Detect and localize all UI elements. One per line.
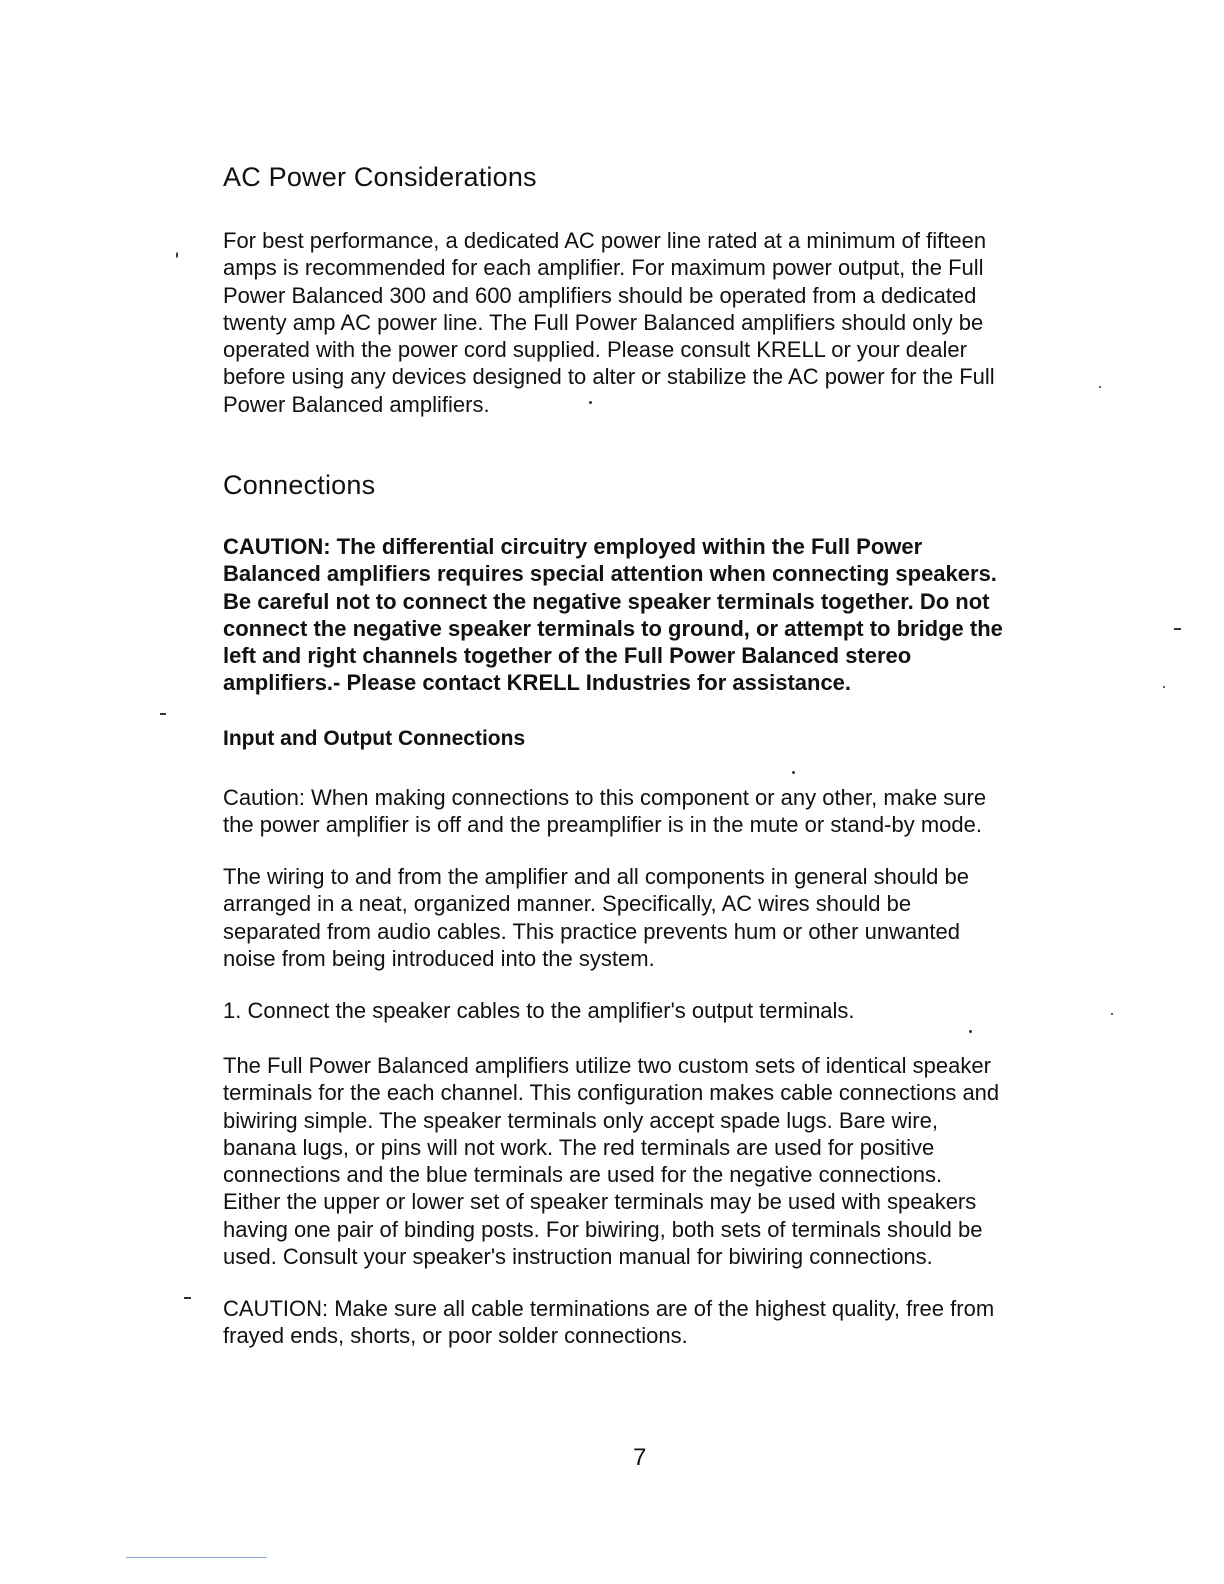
caution-mute-paragraph (223, 784, 1073, 839)
scan-speck (1111, 1013, 1113, 1015)
text-line: operated with the power cord supplied. Please consult KRELL or your dealer (223, 337, 967, 363)
text-line: CAUTION: Make sure all cable terminations are of the highest quality, free from (223, 1296, 995, 1321)
text-line: separated from audio cables. This practice prevents hum or other unwanted (223, 918, 960, 944)
scan-speck (589, 401, 592, 404)
text-line: For best performance, a dedicated AC power line rated at a minimum of fifteen (223, 228, 987, 253)
text-line: The Full Power Balanced amplifiers utilize two custom sets of identical speaker (223, 1053, 991, 1078)
step-1 (223, 997, 1073, 1024)
text-line: the power amplifier is off and the preamplifier is in the mute or stand-by mode. (223, 812, 982, 838)
ac-power-paragraph (223, 227, 1073, 418)
text-line: CAUTION: The differential circuitry employed within the Full Power (223, 534, 923, 559)
text-line: 1. Connect the speaker cables to the amplifier's output terminals. (223, 998, 855, 1023)
terminals-paragraph (223, 1052, 1073, 1270)
text-line: banana lugs, or pins will not work. The red terminals are used for positive (223, 1134, 935, 1160)
footer-rule (126, 1557, 267, 1558)
text-line: used. Consult your speaker's instruction manual for biwiring connections. (223, 1244, 933, 1270)
scan-speck (1099, 386, 1101, 388)
wiring-paragraph (223, 863, 1073, 972)
page-number: 7 (633, 1444, 647, 1471)
section-title-connections: Connections (223, 470, 376, 500)
text-line: Either the upper or lower set of speaker terminals may be used with speakers (223, 1189, 977, 1215)
scan-speck (176, 252, 178, 258)
text-line: Be careful not to connect the negative speaker terminals together. Do not (223, 588, 990, 614)
text-line: connections and the blue terminals are used for the negative connections. (223, 1162, 943, 1188)
text-line: frayed ends, shorts, or poor solder connections. (223, 1323, 688, 1349)
scan-speck (184, 1297, 191, 1299)
text-line: having one pair of binding posts. For biwiring, both sets of terminals should be (223, 1216, 983, 1242)
scan-speck (969, 1030, 972, 1033)
text-line: noise from being introduced into the system. (223, 945, 655, 971)
caution-terminations-paragraph (223, 1295, 1073, 1350)
text-line: connect the negative speaker terminals to ground, or attempt to bridge the (223, 615, 1003, 641)
text-line: Caution: When making connections to this component or any other, make sure (223, 785, 987, 810)
text-line: amps is recommended for each amplifier. For maximum power output, the Full (223, 255, 984, 281)
text-line: biwiring simple. The speaker terminals only accept spade lugs. Bare wire, (223, 1107, 938, 1133)
text-line: left and right channels together of the Full Power Balanced stereo (223, 643, 912, 669)
text-line: twenty amp AC power line. The Full Power Balanced amplifiers should only be (223, 309, 984, 335)
text-line: Power Balanced 300 and 600 amplifiers should be operated from a dedicated (223, 282, 977, 308)
text-line: Balanced amplifiers requires special attention when connecting speakers. (223, 561, 997, 587)
text-line: The wiring to and from the amplifier and all components in general should be (223, 864, 969, 889)
scan-speck (160, 713, 166, 715)
scan-speck (1174, 628, 1181, 630)
scan-speck (792, 771, 795, 774)
text-line: terminals for the each channel. This configuration makes cable connections and (223, 1080, 1000, 1106)
text-line: amplifiers.- Please contact KRELL Industries for assistance. (223, 670, 852, 696)
scan-speck (1163, 686, 1165, 688)
text-line: arranged in a neat, organized manner. Specifically, AC wires should be (223, 891, 912, 917)
section-title-ac-power: AC Power Considerations (223, 162, 537, 192)
connections-caution-paragraph (223, 533, 1073, 697)
subheading-input-output: Input and Output Connections (223, 727, 526, 750)
text-line: before using any devices designed to alter or stabilize the AC power for the Full (223, 364, 995, 390)
text-line: Power Balanced amplifiers. (223, 391, 490, 417)
